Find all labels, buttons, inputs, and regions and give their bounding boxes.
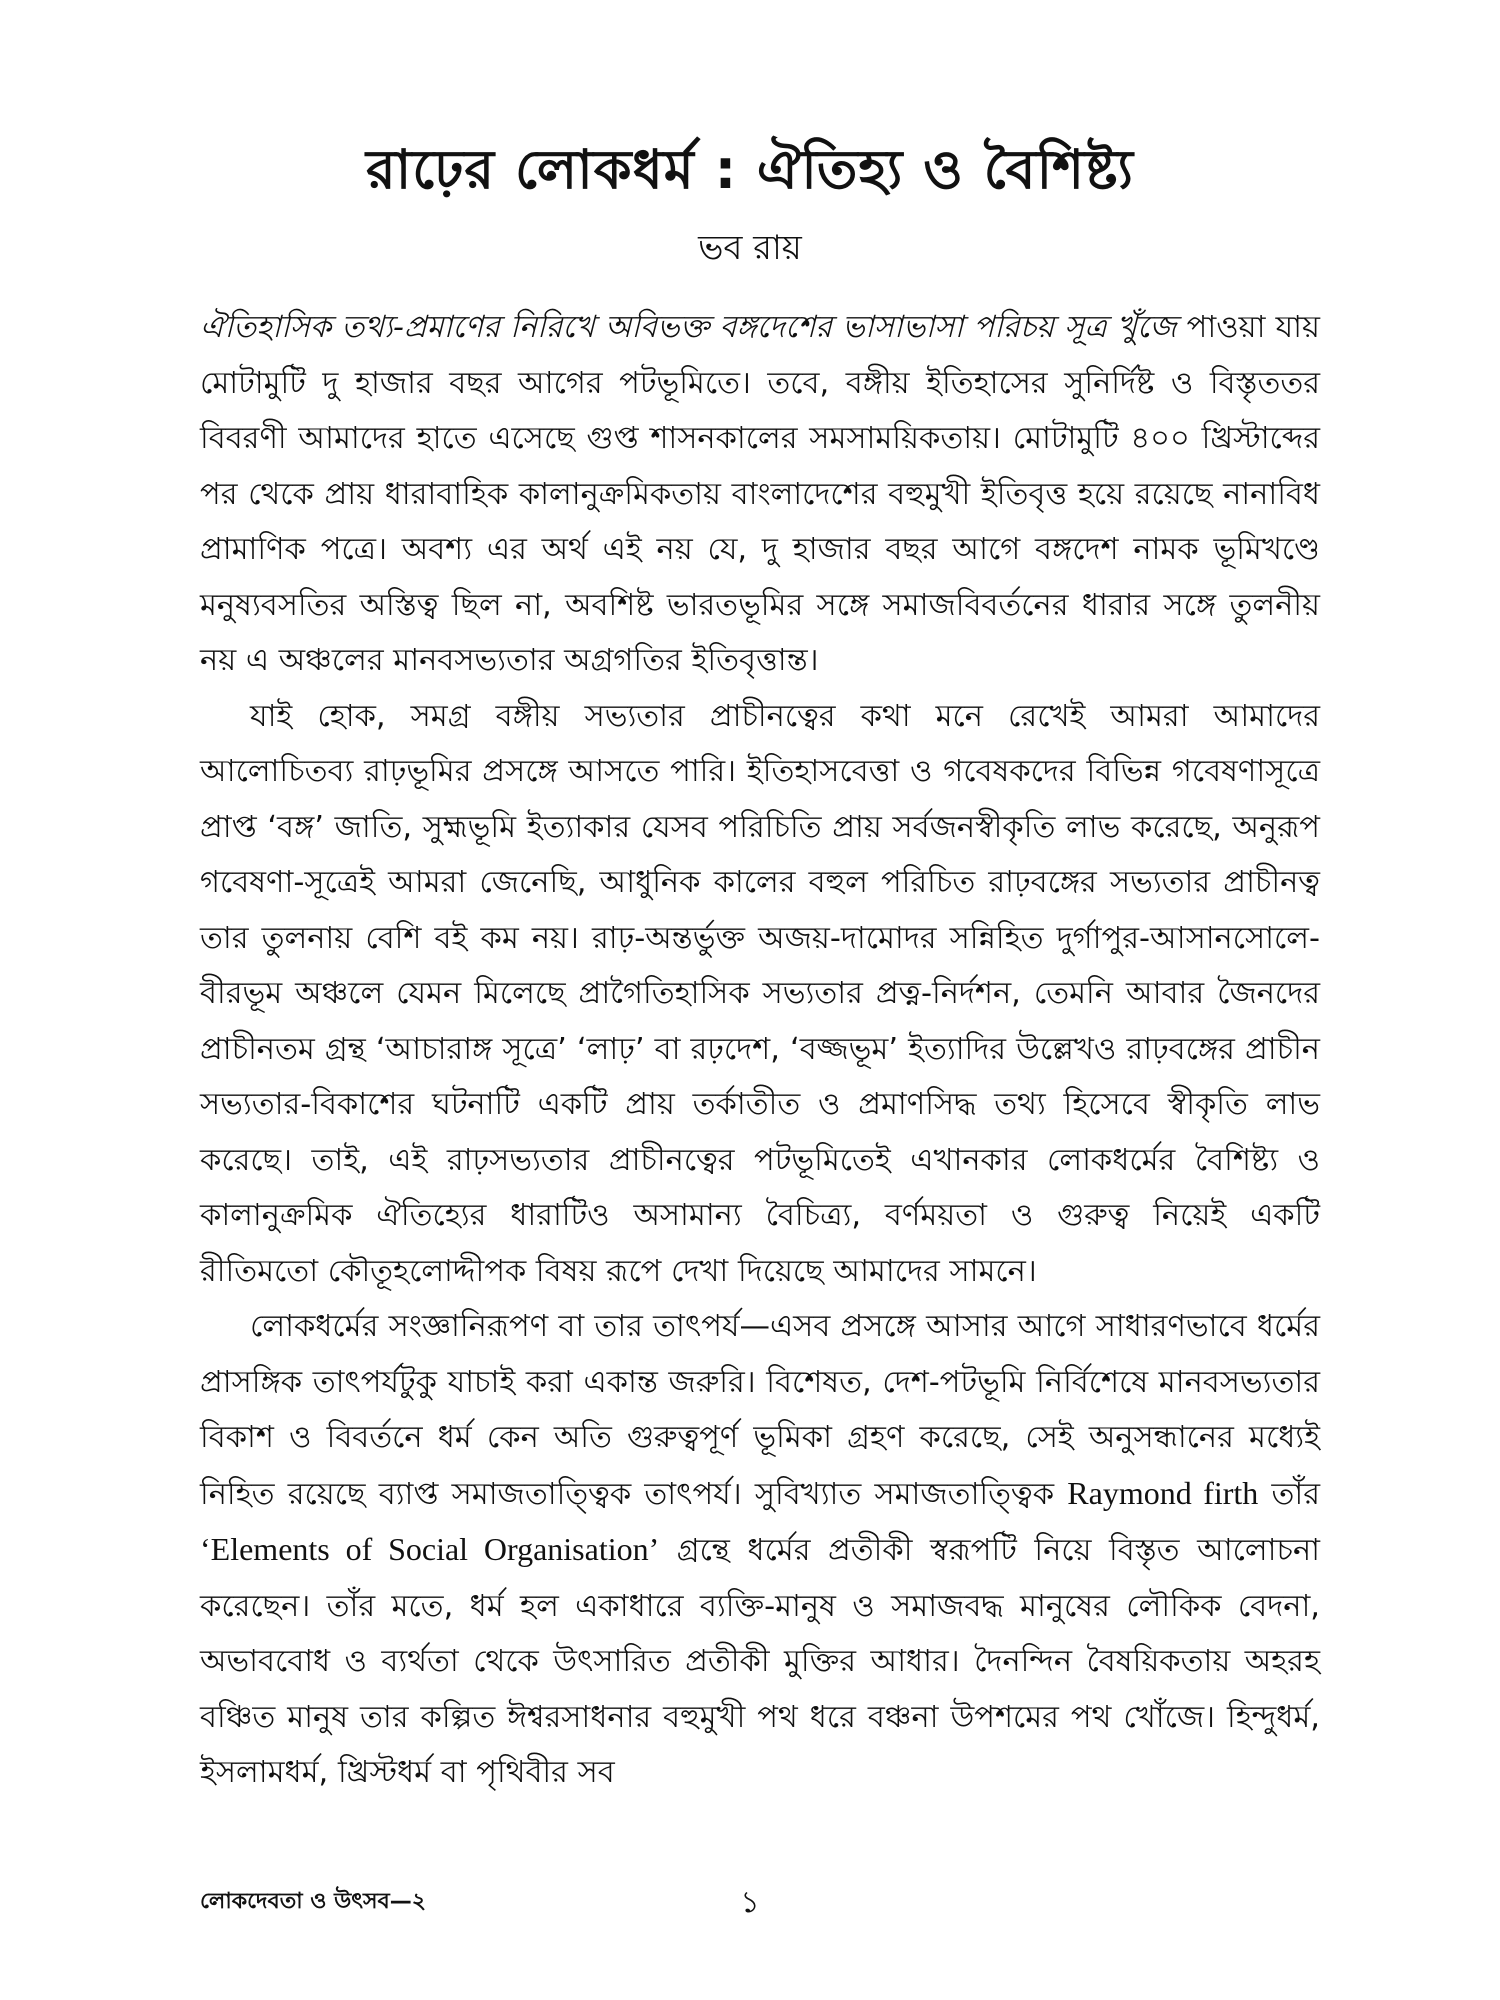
paragraph-1-lead: ঐতিহাসিক তথ্য-প্রমাণের নিরিখে অবিভক্ত বঙ্গদেশের ভাসাভাসা পরিচয় সূত্র খুঁজে [200, 310, 1177, 345]
author-reference: Raymond firth [1067, 1474, 1259, 1511]
book-reference: ‘Elements of Social Organisation’ [200, 1531, 660, 1567]
page-number: ১ [740, 1885, 760, 1920]
article-body [200, 300, 1320, 1801]
paragraph-2: যাই হোক, সমগ্র বঙ্গীয় সভ্যতার প্রাচীনত্বের কথা মনে রেখেই আমরা আমাদের আলোচিতব্য রাঢ়ভূমির প্রসঙ্গে আসতে পারি। ইতিহাসবেত্তা ও গবেষকদের বিভিন্ন গবেষণাসূত্রে প্রাপ্ত ‘বঙ্গ’ জাতি, সুহ্মভূমি ইত্যাকার যেসব পরিচিতি প্রায় সর্বজনস্বীকৃতি লাভ করেছে, অনুরূপ গবেষণা-সূত্রেই আমরা জেনেছি, আধুনিক কালের বহুল পরিচিত রাঢ়বঙ্গের সভ্যতার প্রাচীনত্ব তার তুলনায় বেশি বই কম নয়। রাঢ়-অন্তর্ভুক্ত অজয়-দামোদর সন্নিহিত দুর্গাপুর-আসানসোলে-বীরভূম অঞ্চলে যেমন মিলেছে প্রাগৈতিহাসিক সভ্যতার প্রত্ন-নির্দশন, তেমনি আবার জৈনদের প্রাচীনতম গ্রন্থ ‘আচারাঙ্গ সূত্রে’ ‘লাঢ়’ বা রঢ়দেশ, ‘বজ্জভূম’ ইত্যাদির উল্লেখও রাঢ়বঙ্গের প্রাচীন সভ্যতার-বিকাশের ঘটনাটি একটি প্রায় তর্কাতীত ও প্রমাণসিদ্ধ তথ্য হিসেবে স্বীকৃতি লাভ করেছে। তাই, এই রাঢ়সভ্যতার প্রাচীনত্বের পটভূমিতেই এখানকার লোকধর্মের বৈশিষ্ট্য ও কালানুক্রমিক ঐতিহ্যের ধারাটিও অসামান্য বৈচিত্র্য, বর্ণময়তা ও গুরুত্ব নিয়েই একটি রীতিমতো কৌতূহলোদ্দীপক বিষয় রূপে দেখা দিয়েছে আমাদের সামনে। [200, 698, 1320, 1289]
paragraph-1-text: পাওয়া যায় মোটামুটি দু হাজার বছর আগের পটভূমিতে। তবে, বঙ্গীয় ইতিহাসের সুনির্দিষ্ট ও বিস্তৃততর বিবরণী আমাদের হাতে এসেছে গুপ্ত শাসনকালের সমসাময়িকতায়। মোটামুটি ৪০০ খ্রিস্টাব্দের পর থেকে প্রায় ধারাবাহিক কালানুক্রমিকতায় বাংলাদেশের বহুমুখী ইতিবৃত্ত হয়ে রয়েছে নানাবিধ প্রামাণিক পত্রে। অবশ্য এর অর্থ এই নয় যে, দু হাজার বছর আগে বঙ্গদেশ নামক ভূমিখণ্ডে মনুষ্যবসতির অস্তিত্ব ছিল না, অবশিষ্ট ভারতভূমির সঙ্গে সমাজবিবর্তনের ধারার সঙ্গে তুলনীয় নয় এ অঞ্চলের মানবসভ্যতার অগ্রগতির ইতিবৃত্তান্ত। [200, 310, 1320, 678]
running-footer: লোকদেবতা ও উৎসব—২ [200, 1889, 427, 1914]
paragraph-3-part-2: তাঁর [1258, 1476, 1321, 1512]
paragraph-3 [200, 1299, 1320, 1801]
paragraph-3-part-3: গ্রন্থে ধর্মের প্রতীকী স্বরূপটি নিয়ে বিস্তৃত আলোচনা করেছেন। তাঁর মতে, ধর্ম হল একাধারে ব্যক্তি-মানুষ ও সমাজবদ্ধ মানুষের লৌকিক বেদনা, অভাববোধ ও ব্যর্থতা থেকে উৎসারিত প্রতীকী মুক্তির আধার। দৈনন্দিন বৈষয়িকতায় অহরহ বঞ্চিত মানুষ তার কল্পিত ঈশ্বরসাধনার বহুমুখী পথ ধরে বঞ্চনা উপশমের পথ খোঁজে। হিন্দুধর্ম, ইসলামধর্ম, খ্রিস্টধর্ম বা পৃথিবীর সব [200, 1533, 1320, 1790]
page-title: রাঢ়ের লোকধর্ম : ঐতিহ্য ও বৈশিষ্ট্য [365, 138, 1135, 201]
author-name: ভব রায় [698, 228, 802, 268]
paragraph-3-part-1: লোকধর্মের সংজ্ঞানিরূপণ বা তার তাৎপর্য—এসব প্রসঙ্গে আসার আগে সাধারণভাবে ধর্মের প্রাসঙ্গিক তাৎপর্যটুকু যাচাই করা একান্ত জরুরি। বিশেষত, দেশ-পটভূমি নির্বিশেষে মানবসভ্যতার বিকাশ ও বিবর্তনে ধর্ম কেন অতি গুরুত্বপূর্ণ ভূমিকা গ্রহণ করেছে, সেই অনুসন্ধানের মধ্যেই নিহিত রয়েছে ব্যাপ্ত সমাজতাত্ত্বিক তাৎপর্য। সুবিখ্যাত সমাজতাত্ত্বিক [200, 1309, 1320, 1512]
paragraph-1 [200, 300, 1320, 689]
